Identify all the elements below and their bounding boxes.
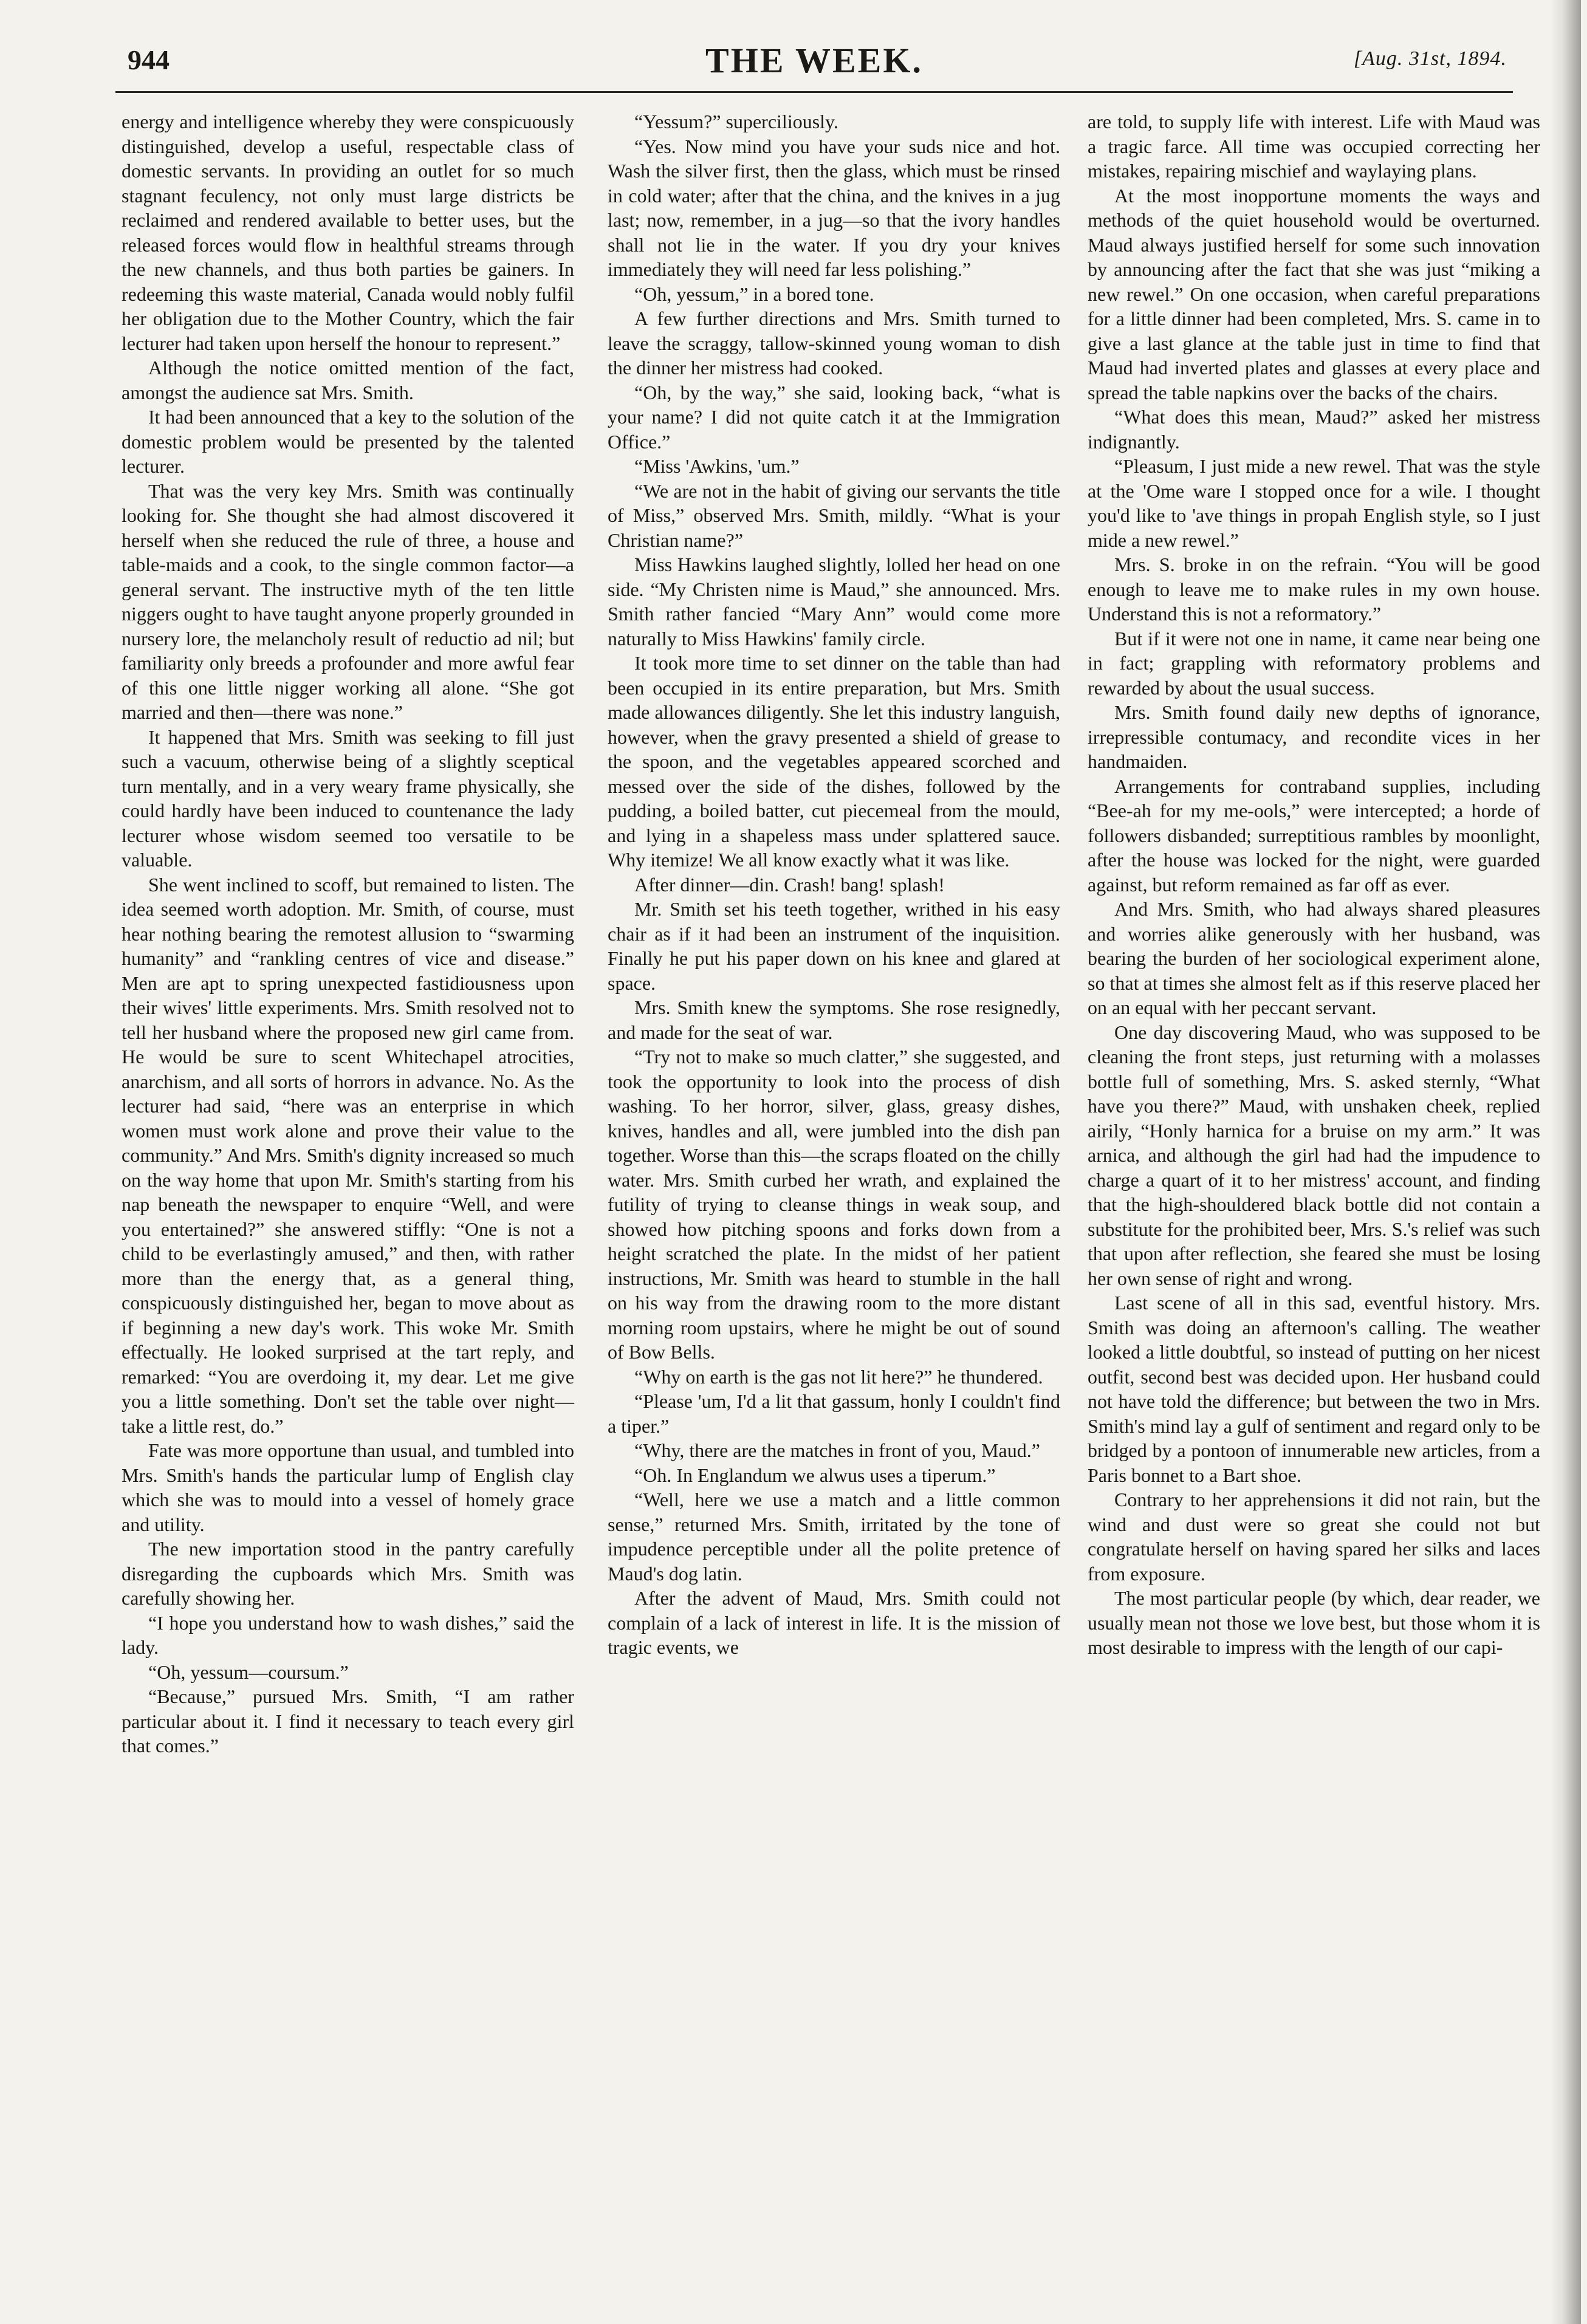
page-number: 944	[128, 44, 170, 75]
paragraph: “Well, here we use a match and a little common sense,” returned Mrs. Smith, irritated by the tone of impudence perceptible under all the polite pretence of Maud's dog latin.	[608, 1489, 1060, 1585]
paragraph: Arrangements for contraband supplies, including “Bee-ah for my me-ools,” were intercepted; a horde of followers disbanded; surreptitious rambles by moonlight, after the house was locked for the night, were guarded against, but reform remained as far off as ever.	[1088, 775, 1540, 896]
paragraph: “Miss 'Awkins, 'um.”	[634, 455, 800, 477]
column-2	[608, 109, 1060, 1660]
paragraph: Mrs. S. broke in on the refrain. “You will be good enough to leave me to make rules in my own house. Understand this is not a reformatory.”	[1088, 554, 1540, 625]
paragraph: “Oh, yessum—coursum.”	[148, 1661, 349, 1683]
paragraph: But if it were not one in name, it came near being one in fact; grappling with reformatory problems and rewarded by about the usual success.	[1088, 627, 1540, 699]
paragraph: “Oh, by the way,” she said, looking back, “what is your name? I did not quite catch it at the Immigration Office.”	[608, 381, 1060, 453]
paragraph: “We are not in the habit of giving our servants the title of Miss,” observed Mrs. Smith, mildly. “What is your Christian name?”	[608, 479, 1060, 551]
paragraph: Miss Hawkins laughed slightly, lolled her head on one side. “My Christen nime is Maud,” she announced. Mrs. Smith rather fancied “Mary Ann” would come more naturally to Miss Hawkins' family circle.	[608, 554, 1060, 650]
paragraph: It happened that Mrs. Smith was seeking to fill just such a vacuum, otherwise being of a slightly sceptical turn mentally, and in a very weary frame physically, she could hardly have been induced to countenance the lady lecturer whose wisdom seemed too versatile to be valuable.	[122, 725, 574, 871]
paragraph: Last scene of all in this sad, eventful history. Mrs. Smith was doing an afternoon's calling. The weather looked a little doubtful, so instead of putting on her nicest outfit, second best was decided upon. Her husband could not have told the difference; but between the two in Mrs. Smith's mind lay a gulf of sentiment and regard only to be bridged by a pontoon of innumerable new articles, from a Paris bonnet to a Bart shoe.	[1088, 1292, 1540, 1486]
page-edge-shadow	[1551, 0, 1581, 2324]
paragraph: One day discovering Maud, who was supposed to be cleaning the front steps, just returning with a molasses bottle full of something, Mrs. S. asked sternly, “What have you there?” Maud, with unshaken cheek, replied airily, “Honly harnica for a bruise on my arm.” It was arnica, and although the girl had had the impudence to charge a quart of it to her mistress' account, and finding that the high-shouldered black bottle did not contain a substitute for the prohibited beer, Mrs. S.'s relief was such that upon after reflection, she feared she must be losing her own sense of right and wrong.	[1088, 1021, 1540, 1289]
paragraph: The new importation stood in the pantry carefully disregarding the cupboards which Mrs. Smith was carefully showing her.	[122, 1538, 574, 1609]
paragraph: “Oh. In Englandum we alwus uses a tiperum.”	[634, 1464, 996, 1486]
paragraph: That was the very key Mrs. Smith was continually looking for. She thought she had almost discovered it herself when she reduced the rule of three, a house and table-maids and a cook, to the single common factor—a general servant. The instructive myth of the ten little niggers ought to have taught anyone properly grounded in nursery lore, the melancholy result of reductio ad nil; but familiarity only breeds a profounder and more awful fear of this one little nigger working all alone. “She got married and then—there was none.”	[122, 479, 574, 723]
paragraph: Fate was more opportune than usual, and tumbled into Mrs. Smith's hands the particular lump of English clay which she was to mould into a vessel of homely grace and utility.	[122, 1439, 574, 1535]
page-header	[122, 41, 1507, 86]
paragraph: Mrs. Smith found daily new depths of ignorance, irrepressible contumacy, and recondite vices in her handmaiden.	[1088, 701, 1540, 772]
paragraph: And Mrs. Smith, who had always shared pleasures and worries alike generously with her husband, was bearing the burden of her sociological experiment alone, so that at times she almost felt as if this reserve placed her on an equal with her peccant servant.	[1088, 898, 1540, 1018]
paragraph: “Yes. Now mind you have your suds nice and hot. Wash the silver first, then the glass, which must be rinsed in cold water; after that the china, and the knives in a jug last; now, remember, in a jug—so that the ivory handles shall not lie in the water. If you dry your knives immediately they will need far less polishing.”	[608, 135, 1060, 280]
paragraph: “Why on earth is the gas not lit here?” he thundered.	[634, 1365, 1043, 1388]
paragraph: Although the notice omitted mention of the fact, amongst the audience sat Mrs. Smith.	[122, 357, 574, 403]
paragraph: “Yessum?” superciliously.	[634, 111, 838, 132]
paragraph: “What does this mean, Maud?” asked her mistress indignantly.	[1088, 406, 1540, 453]
paragraph: “Please 'um, I'd a lit that gassum, honly I couldn't find a tiper.”	[608, 1390, 1060, 1437]
paragraph: “Oh, yessum,” in a bored tone.	[634, 283, 874, 305]
paragraph: After dinner—din. Crash! bang! splash!	[634, 873, 945, 896]
paragraph: A few further directions and Mrs. Smith turned to leave the scraggy, tallow-skinned young woman to dish the dinner her mistress had cooked.	[608, 307, 1060, 379]
paragraph: After the advent of Maud, Mrs. Smith could not complain of a lack of interest in life. It is the mission of tragic events, we	[608, 1587, 1060, 1658]
paragraph: The most particular people (by which, dear reader, we usually mean not those we love best, but those whom it is most desirable to impress with the length of our capi-	[1088, 1587, 1540, 1658]
column-1	[122, 109, 574, 1758]
paragraph: At the most inopportune moments the ways and methods of the quiet household would be overturned. Maud always justified herself for some such innovation by announcing after the fact that she was just “miking a new rewel.” On one occasion, when careful preparations for a little dinner had been completed, Mrs. S. came in to give a last glance at the table just in time to find that Maud had inverted plates and glasses at every place and spread the table napkins over the backs of the chairs.	[1088, 184, 1540, 403]
column-3	[1088, 109, 1540, 1660]
paragraph: She went inclined to scoff, but remained to listen. The idea seemed worth adoption. Mr. Smith, of course, must hear nothing bearing the remotest allusion to “swarming humanity” and “rankling centres of vice and disease.” Men are apt to spring unexpected fastidiousness upon their wives' little experiments. Mrs. Smith resolved not to tell her husband where the proposed new girl came from. He would be sure to scent Whitechapel atrocities, anarchism, and all sorts of horrors in advance. No. As the lecturer had said, “here was an enterprise in which women must work alone and prove their value to the community.” And Mrs. Smith's dignity increased so much on the way home that upon Mr. Smith's starting from his nap beneath the newspaper to enquire “Well, and were you entertained?” she answered stiffly: “One is not a child to be everlastingly amused,” and then, with rather more than the energy that, as a general thing, conspicuously distinguished her, began to move about as if beginning a new day's work. This woke Mr. Smith effectually. He looked surprised at the tart reply, and remarked: “You are overdoing it, my dear. Let me give you a little something. Don't set the table over night—take a little rest, do.”	[122, 873, 574, 1437]
issue-date: [Aug. 31st, 1894.	[1353, 47, 1507, 70]
paragraph: Mrs. Smith knew the symptoms. She rose resignedly, and made for the seat of war.	[608, 996, 1060, 1043]
header-rule	[115, 91, 1513, 93]
paragraph: “I hope you understand how to wash dishes,” said the lady.	[122, 1611, 574, 1658]
paragraph: “Why, there are the matches in front of you, Maud.”	[634, 1439, 1040, 1461]
masthead-title: THE WEEK.	[705, 41, 923, 80]
paragraph: are told, to supply life with interest. Life with Maud was a tragic farce. All time was occupied correcting her mistakes, repairing mischief and waylaying plans.	[1088, 111, 1540, 182]
paragraph: It had been announced that a key to the solution of the domestic problem would be presented by the talented lecturer.	[122, 406, 574, 477]
paragraph: “Pleasum, I just mide a new rewel. That was the style at the 'Ome ware I stopped once for a wile. I thought you'd like to 'ave things in propah English style, so I just mide a new rewel.”	[1088, 455, 1540, 551]
paragraph: It took more time to set dinner on the table than had been occupied in its entire preparation, but Mrs. Smith made allowances diligently. She let this industry languish, however, when the gravy presented a shield of grease to the spoon, and the vegetables appeared scorched and messed over the side of the dishes, followed by the pudding, a boiled batter, cut piecemeal from the mould, and lying in a shapeless mass under splattered sauce. Why itemize! We all know exactly what it was like.	[608, 652, 1060, 871]
paragraph: “Because,” pursued Mrs. Smith, “I am rather particular about it. I find it necessary to teach every girl that comes.”	[122, 1685, 574, 1757]
paragraph: “Try not to make so much clatter,” she suggested, and took the opportunity to look into the process of dish washing. To her horror, silver, glass, greasy dishes, knives, handles and all, were jumbled into the dish pan together. Worse than this—the scraps floated on the chilly water. Mrs. Smith curbed her wrath, and explained the futility of trying to cleanse things in weak soup, and showed how pitching spoons and forks down from a height scratched the plate. In the midst of her patient instructions, Mr. Smith was heard to stumble in the hall on his way from the drawing room to the more distant morning room upstairs, where he might be out of sound of Bow Bells.	[608, 1046, 1060, 1363]
paragraph: Mr. Smith set his teeth together, writhed in his easy chair as if it had been an instrument of the inquisition. Finally he put his paper down on his knee and glared at space.	[608, 898, 1060, 994]
paragraph: energy and intelligence whereby they were conspicuously distinguished, develop a useful, respectable class of domestic servants. In providing an outlet for so much stagnant feculency, not only must large districts be reclaimed and rendered available to better uses, but the released forces would flow in healthful streams through the new channels, and thus both parties be gainers. In redeeming this waste material, Canada would nobly fulfil her obligation due to the Mother Country, which the fair lecturer had taken upon herself the honour to represent.”	[122, 111, 574, 354]
paragraph: Contrary to her apprehensions it did not rain, but the wind and dust were so great she could not but congratulate herself on having spared her silks and laces from exposure.	[1088, 1489, 1540, 1585]
